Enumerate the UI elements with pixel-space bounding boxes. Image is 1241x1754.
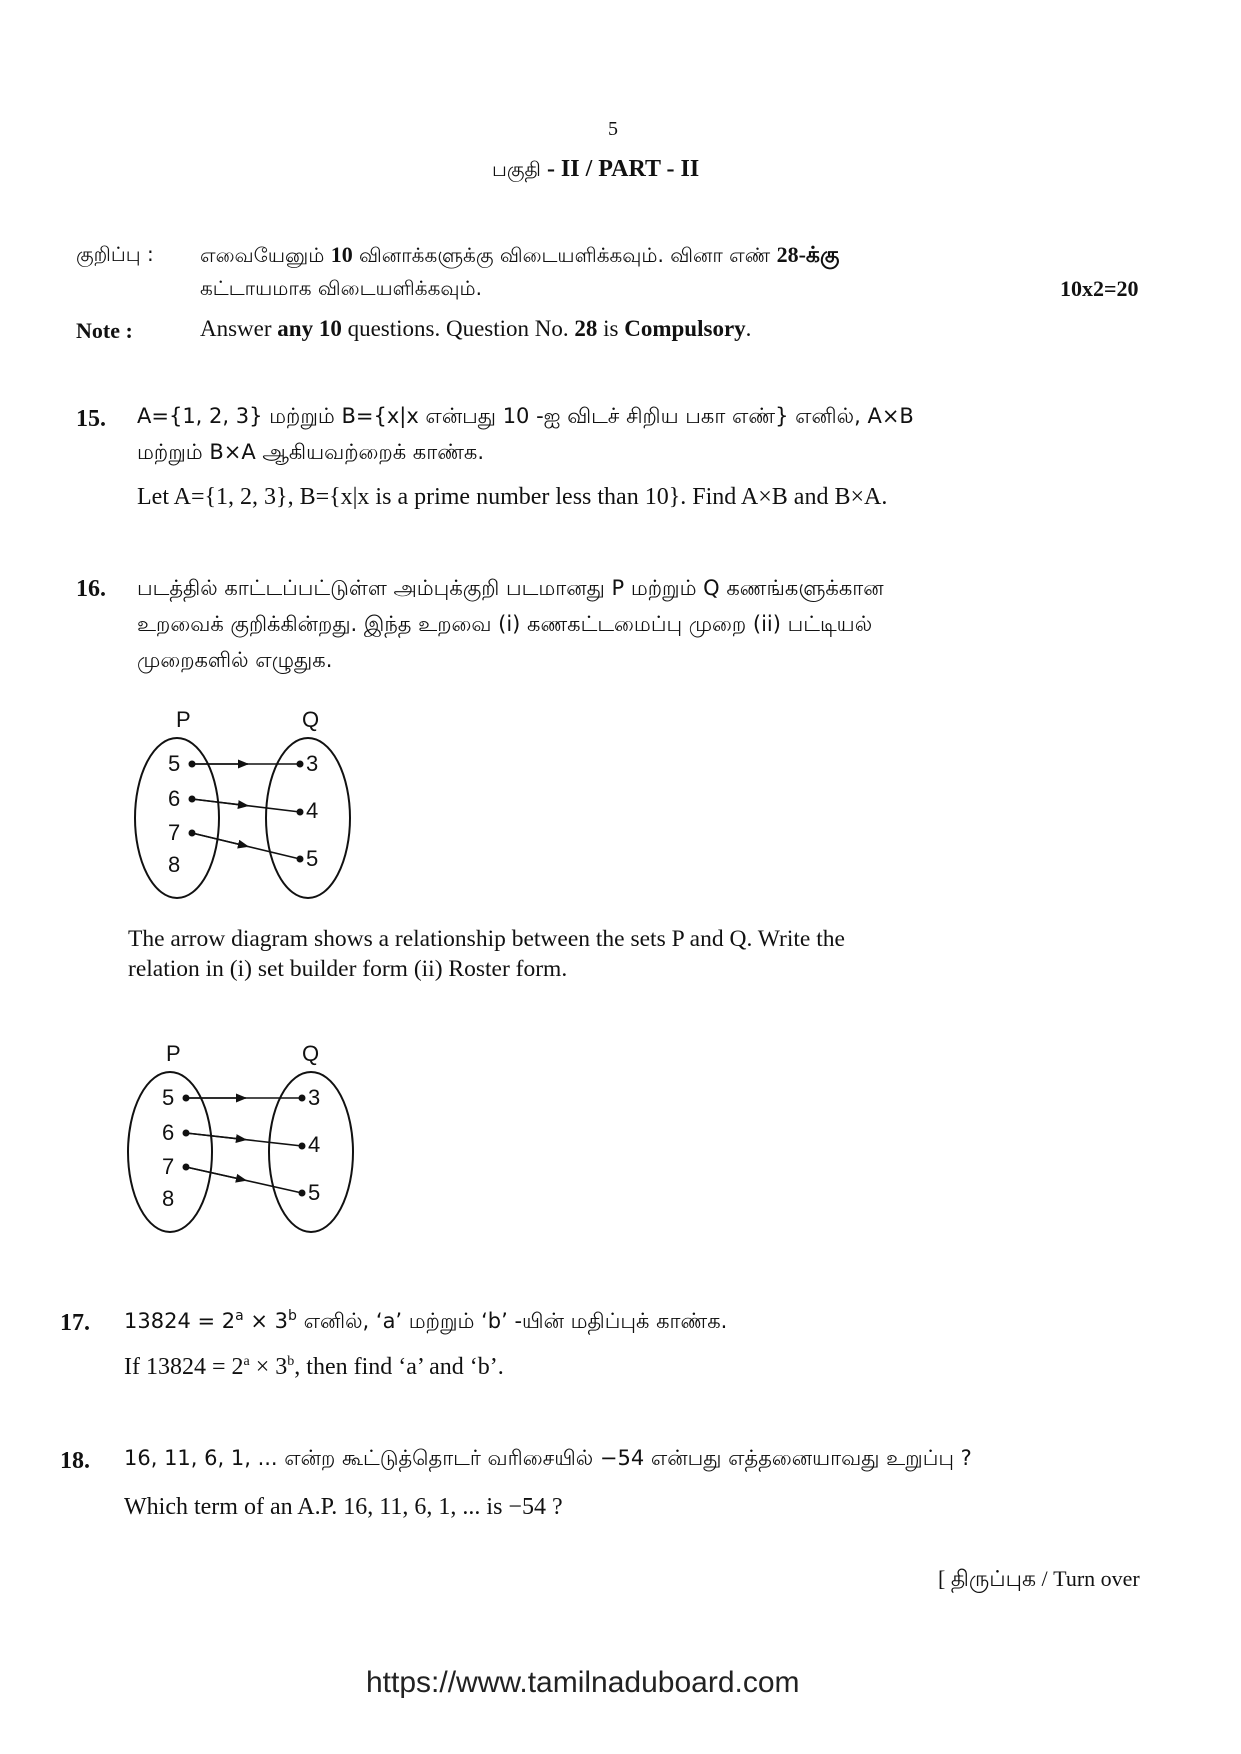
p-element: 5: [168, 751, 181, 776]
relation-arrow: [186, 1167, 246, 1180]
set-q-label: Q: [302, 1041, 320, 1066]
note-tamil-line2: கட்டாயமாக விடையளிக்கவும்.: [200, 276, 482, 300]
turn-over-note: [ திருப்புக / Turn over: [938, 1566, 1140, 1591]
marks-allocation: 10x2=20: [1060, 276, 1139, 301]
question-16-tamil-line3: முறைகளில் எழுதுக.: [137, 648, 333, 672]
question-16-tamil-line1: படத்தில் காட்டப்பட்டுள்ள அம்புக்குறி படமானது P மற்றும் Q கணங்களுக்கான: [137, 576, 884, 600]
note-english-text: Answer any 10 questions. Question No. 28 is Compulsory.: [200, 316, 752, 341]
page-number: 5: [608, 118, 618, 140]
set-p-label: P: [176, 707, 191, 732]
question-16-number: 16.: [76, 576, 106, 602]
q-element: 3: [306, 751, 319, 776]
question-15-english: Let A={1, 2, 3}, B={x|x is a prime number less than 10}. Find A×B and B×A.: [137, 484, 888, 510]
question-15-number: 15.: [76, 406, 106, 432]
question-18-english: Which term of an A.P. 16, 11, 6, 1, ... is −54 ?: [124, 1494, 563, 1520]
q-element: 4: [306, 798, 319, 823]
question-15-tamil-line2: மற்றும் B×A ஆகியவற்றைக் காண்க.: [137, 440, 485, 464]
p-element: 8: [168, 852, 181, 877]
set-p-label: P: [166, 1041, 181, 1066]
arrow-diagram-2: [116, 1034, 376, 1244]
p-element: 7: [162, 1154, 175, 1179]
arrow-diagram-1: [120, 700, 380, 910]
part-heading: பகுதி - II / PART - II: [492, 156, 700, 182]
note-tamil-line1: எவையேனும் 10 வினாக்களுக்கு விடையளிக்கவும். வினா எண் 28-க்கு: [200, 242, 840, 267]
question-16-tamil-line2: உறவைக் குறிக்கின்றது. இந்த உறவை (i) கணகட்டமைப்பு முறை (ii) பட்டியல்: [137, 612, 873, 636]
q-element: 4: [308, 1132, 321, 1157]
q-element: 3: [308, 1085, 321, 1110]
question-18-tamil: 16, 11, 6, 1, ... என்ற கூட்டுத்தொடர் வரிசையில் −54 என்பது எத்தனையாவது உறுப்பு ?: [124, 1446, 972, 1470]
q-element: 5: [308, 1180, 321, 1205]
p-element: 5: [162, 1085, 175, 1110]
relation-arrow: [192, 833, 248, 847]
q-element: 5: [306, 846, 319, 871]
footer-url[interactable]: https://www.tamilnaduboard.com: [366, 1666, 800, 1699]
question-16-english-line1: The arrow diagram shows a relationship between the sets P and Q. Write the: [128, 926, 845, 952]
question-18-number: 18.: [60, 1448, 90, 1474]
set-q-label: Q: [302, 707, 320, 732]
p-element: 7: [168, 820, 181, 845]
p-element: 6: [168, 786, 181, 811]
note-tamil-label: குறிப்பு :: [76, 242, 154, 266]
question-17-tamil: $13824 = 2^a \times 3^b$ எனில், ‘a’ மற்றும் ‘b’ -யின் மதிப்புக் காண்க.: [124, 1308, 728, 1333]
p-element: 8: [162, 1186, 175, 1211]
note-english-label: Note :: [76, 318, 133, 343]
p-element: 6: [162, 1120, 175, 1145]
question-17-english: If $13824 = 2^a \times 3^b$, then find ‘a’ and ‘b’.: [124, 1354, 504, 1380]
question-17-number: 17.: [60, 1310, 90, 1336]
relation-arrow: [186, 1133, 246, 1140]
question-15-tamil-line1: A={1, 2, 3} மற்றும் B={x|x என்பது 10 -ஐ விடச் சிறிய பகா எண்} எனில், A×B: [137, 404, 914, 428]
question-16-english-line2: relation in (i) set builder form (ii) Roster form.: [128, 956, 568, 982]
relation-arrow: [192, 799, 248, 806]
